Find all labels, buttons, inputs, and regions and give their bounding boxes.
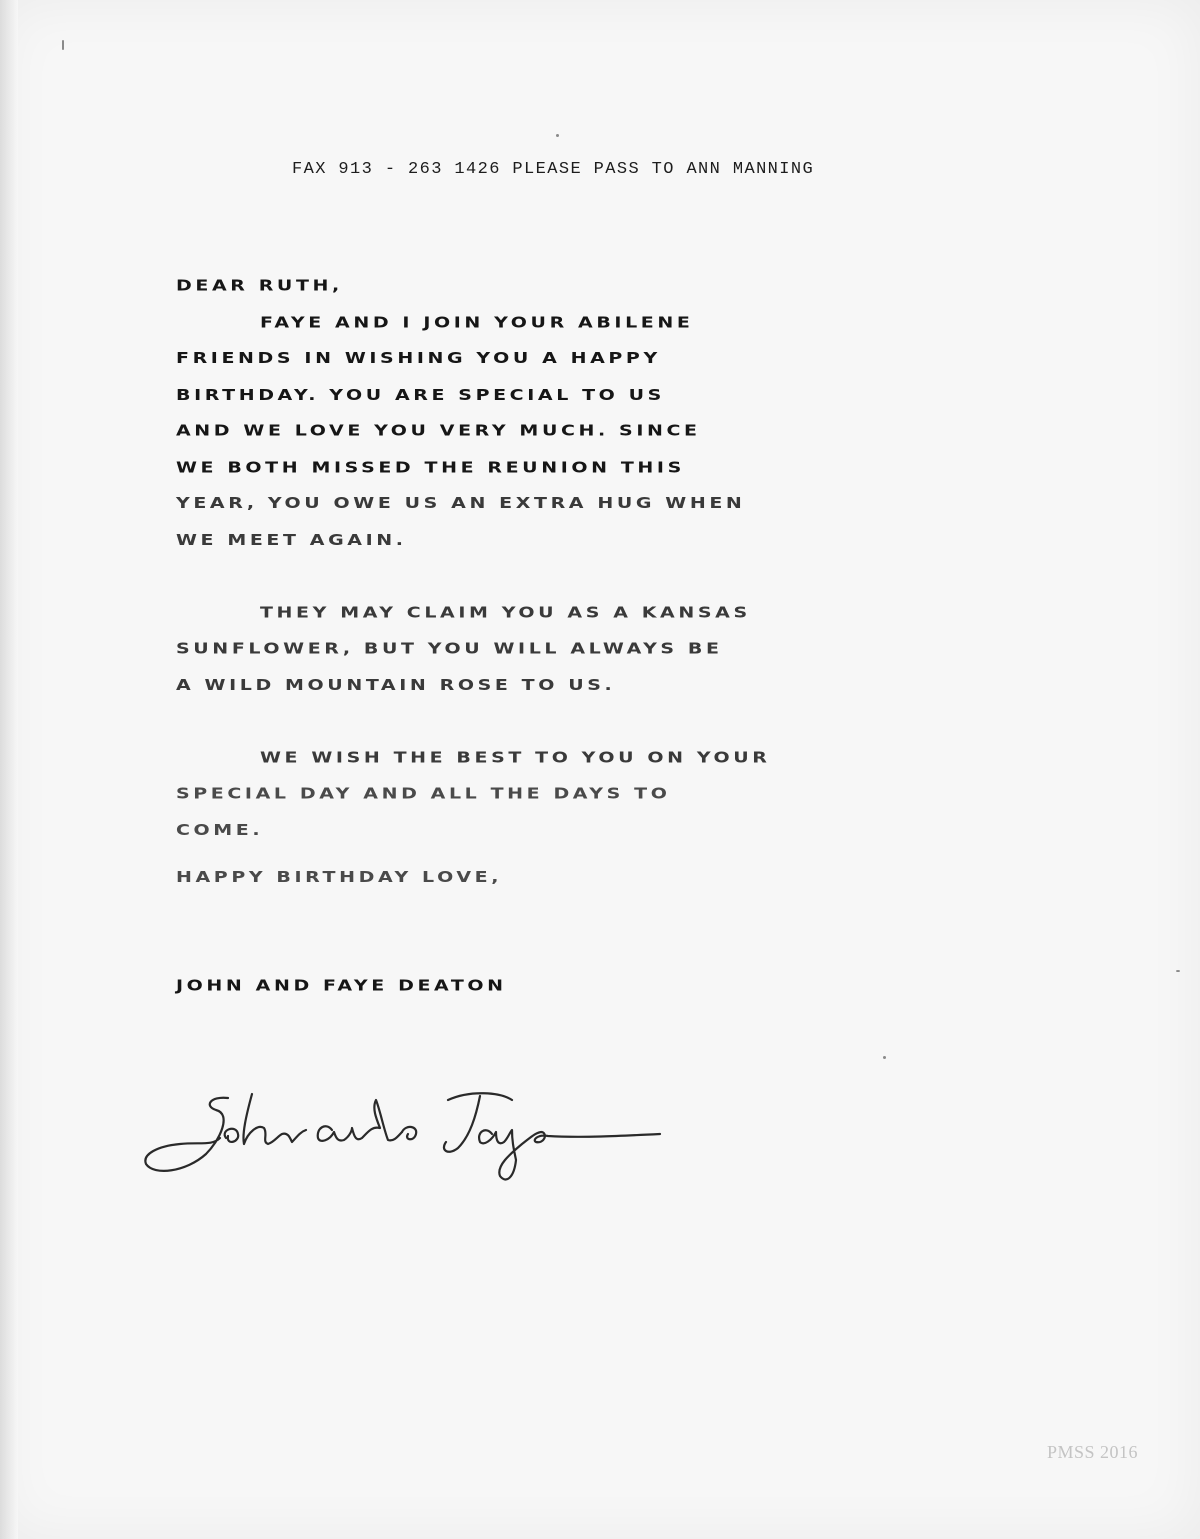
letter-line: FRIENDS IN WISHING YOU A HAPPY	[176, 349, 661, 368]
letter-line: THEY MAY CLAIM YOU AS A KANSAS	[260, 603, 751, 621]
letter-line: SUNFLOWER, BUT YOU WILL ALWAYS BE	[176, 640, 723, 658]
signature-icon	[140, 1080, 680, 1190]
letter-line: COME.	[176, 821, 264, 839]
letter-line: BIRTHDAY. YOU ARE SPECIAL TO US	[176, 386, 665, 404]
letter-line: WE MEET AGAIN.	[176, 531, 407, 549]
letter-line: A WILD MOUNTAIN ROSE TO US.	[176, 676, 616, 694]
letter-line: YEAR, YOU OWE US AN EXTRA HUG WHEN	[176, 494, 746, 513]
handwritten-signature	[140, 1080, 680, 1190]
letter-body	[176, 268, 1056, 1004]
letter-line: FAYE AND I JOIN YOUR ABILENE	[260, 313, 694, 331]
fax-header: FAX 913 - 263 1426 PLEASE PASS TO ANN MANNING	[292, 160, 815, 179]
paper-speck	[1176, 970, 1180, 972]
closing: HAPPY BIRTHDAY LOVE,	[176, 868, 503, 886]
letter-line: AND WE LOVE YOU VERY MUCH. SINCE	[176, 422, 701, 440]
paragraph-gap	[176, 558, 1056, 594]
salutation: DEAR RUTH,	[176, 277, 343, 295]
letter-line: WE BOTH MISSED THE REUNION THIS	[176, 458, 685, 476]
watermark: PMSS 2016	[1046, 1442, 1138, 1462]
paper-speck	[883, 1056, 886, 1059]
typed-name: JOHN AND FAYE DEATON	[176, 976, 507, 994]
letter-line: SPECIAL DAY AND ALL THE DAYS TO	[176, 785, 671, 803]
letter-line: WE WISH THE BEST TO YOU ON YOUR	[260, 748, 771, 767]
signature-space	[176, 896, 1056, 968]
paper-speck	[62, 40, 64, 50]
paragraph-gap	[176, 703, 1056, 739]
paper-speck	[556, 134, 559, 137]
